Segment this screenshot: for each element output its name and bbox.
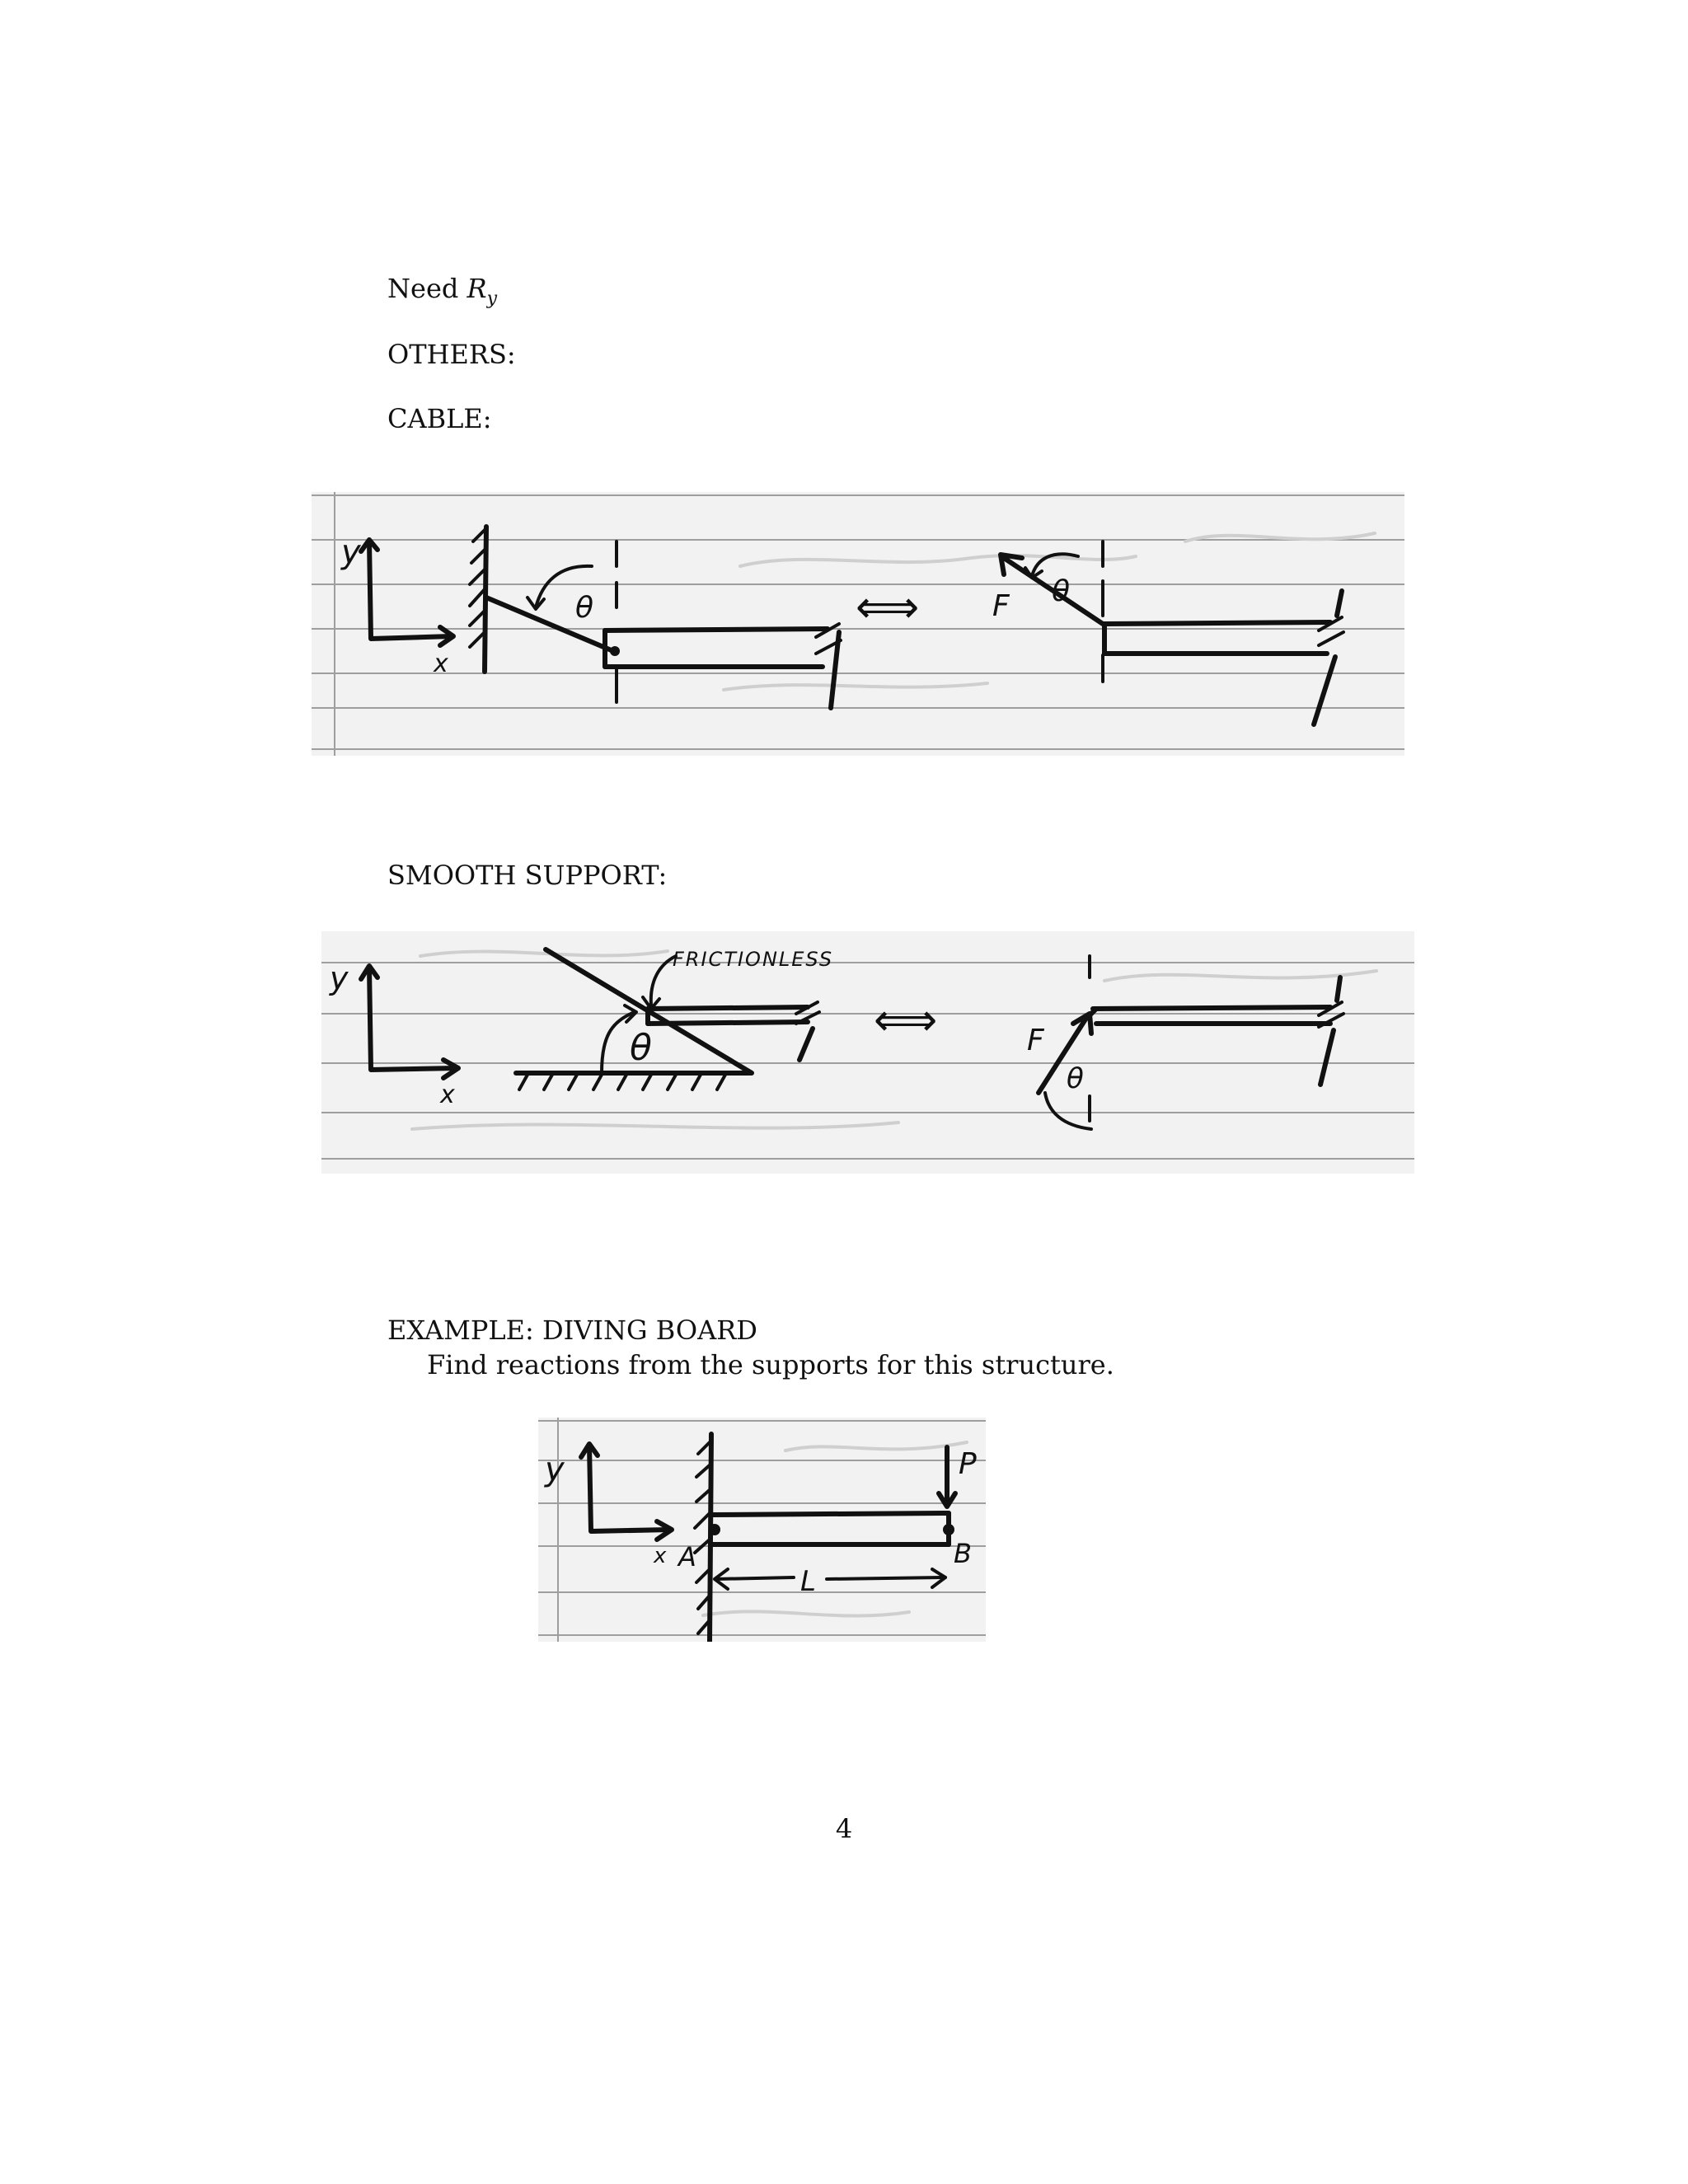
diving-board-sketch [538,1418,986,1642]
need-subscript: y [486,288,498,309]
diving-length-label: L [800,1565,816,1598]
smooth-frictionless-note: FRICTIONLESS [673,948,834,971]
cable-right-beam [1104,591,1343,724]
cable-sketch [312,492,1404,756]
diving-wall [695,1434,711,1642]
cable-wall [470,527,486,672]
cable-sketch-drawing [312,492,1404,756]
cable-beam [605,624,841,708]
example-heading: EXAMPLE: DIVING BOARD [387,1315,757,1346]
smooth-axes [361,966,458,1078]
need-line [387,272,497,316]
cable-force-label: F [992,589,1010,623]
cable-right-angle-label: θ [1052,574,1071,608]
smooth-support-drawing [321,931,1414,1174]
diving-point-b-marker [943,1524,954,1535]
smooth-equivalence-symbol: ⟺ [874,994,938,1046]
smooth-support-heading: SMOOTH SUPPORT: [387,860,668,891]
cable-line [486,598,613,651]
diving-point-a-label: A [678,1541,696,1572]
smooth-ground [516,1073,750,1090]
smooth-right-angle-label: θ [1067,1062,1084,1095]
smooth-axis-x-label: x [440,1080,455,1109]
diving-load-label: P [959,1447,977,1481]
diving-beam [713,1513,949,1544]
diving-board-drawing [538,1418,986,1642]
diving-length-dimension [715,1569,945,1589]
smooth-force-label: F [1027,1024,1044,1057]
others-heading: OTHERS: [387,339,516,370]
diving-axis-x-label: x [654,1544,667,1568]
example-description: Find reactions from the supports for this structure. [427,1349,1114,1380]
diving-point-b-label: B [954,1538,972,1569]
page-number: 4 [835,1813,853,1844]
diving-axis-y-label: y [545,1451,565,1488]
cable-equivalence-symbol: ⟺ [856,581,920,633]
cable-angle-label: θ [575,591,594,625]
smooth-angle-label: θ [630,1027,652,1069]
smooth-right-angle-arc [1045,1093,1091,1129]
cable-axis-x-label: x [434,649,448,678]
smooth-right-beam [1088,977,1343,1085]
cable-attach-point [610,646,620,656]
diving-axes [581,1444,672,1540]
need-word: Need [387,273,459,304]
need-symbol: R [467,273,487,304]
smooth-beam [648,1002,819,1060]
cable-heading: CABLE: [387,403,492,434]
diving-point-a-marker [709,1524,720,1535]
cable-axis-y-label: y [341,533,361,571]
smooth-axis-y-label: y [330,960,349,996]
smooth-support-sketch [321,931,1414,1174]
